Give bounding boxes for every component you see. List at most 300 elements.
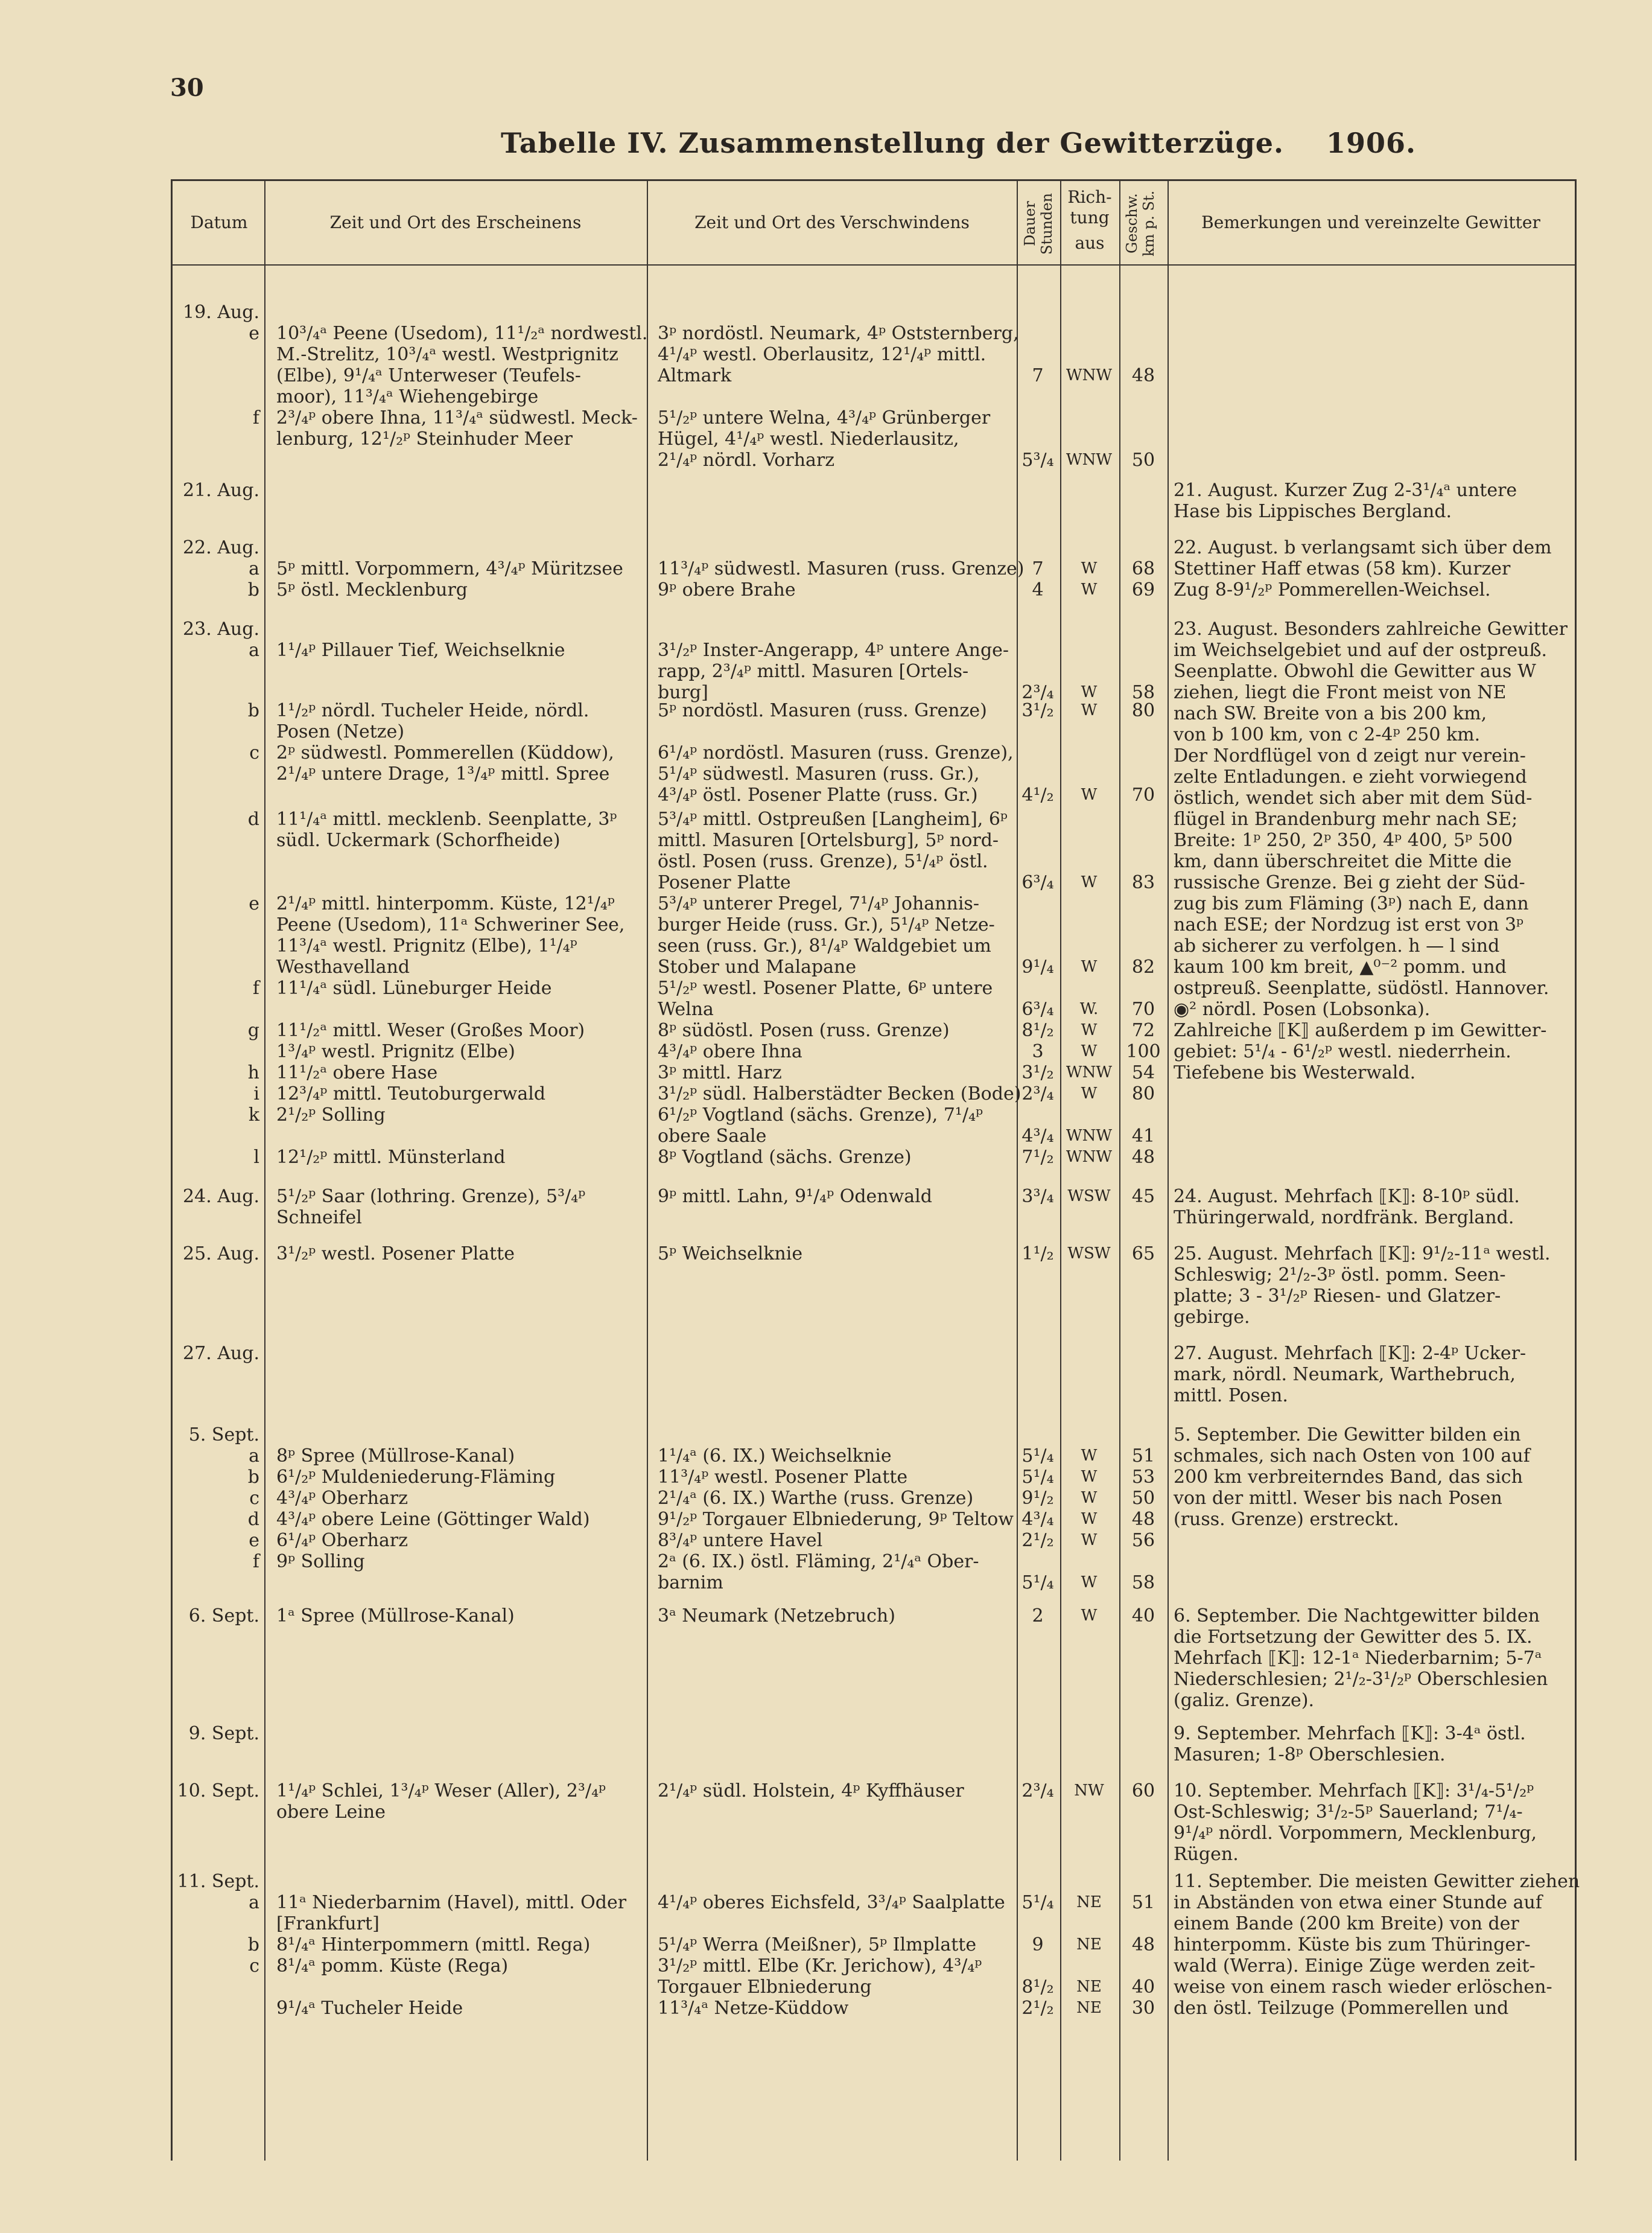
row-duration-line: 5³/₄	[1021, 450, 1054, 471]
row-remarks-line: 9¹/₄ᵖ nördl. Vorpommern, Mecklenburg,	[1174, 1823, 1537, 1844]
row-direction	[1065, 1998, 1113, 2019]
row-appearance	[276, 1509, 638, 1530]
row-duration	[1020, 785, 1056, 806]
row-speed	[1122, 450, 1164, 471]
row-direction-line: W	[1081, 1489, 1098, 1507]
row-disappearance-line: 2¹/₄ᵖ nördl. Vorharz	[658, 450, 835, 471]
row-disappearance	[658, 640, 1011, 703]
header-direction-line3: aus	[1075, 233, 1105, 253]
row-disappearance	[658, 1998, 1011, 2019]
row-date-line: d	[247, 809, 259, 830]
row-remarks-line: weise von einem rasch wieder erlöschen-	[1174, 1977, 1552, 1998]
row-direction-line: NE	[1076, 1935, 1102, 1954]
row-disappearance-line: 4³/₄ᵖ obere Ihna	[658, 1041, 802, 1062]
row-direction	[1065, 1467, 1113, 1488]
row-duration	[1020, 1605, 1056, 1626]
row-disappearance-line: 5ᵖ nordöstl. Masuren (russ. Grenze)	[658, 700, 987, 721]
row-appearance	[276, 1445, 638, 1467]
row-remarks-line: 11. September. Die meisten Gewitter ziehen	[1174, 1871, 1580, 1892]
row-date-line: c	[249, 742, 259, 763]
row-disappearance-line: Stober und Malapane	[658, 957, 857, 978]
title-year: 1906.	[1326, 127, 1417, 159]
row-appearance	[276, 700, 638, 742]
row-appearance-line: moor), 11³/₄ᵃ Wiehengebirge	[276, 386, 539, 407]
row-disappearance-line: 3¹/₂ᵖ mittl. Elbe (Kr. Jerichow), 4³/₄ᵖ	[658, 1955, 982, 1977]
row-direction-line: W	[1081, 701, 1098, 719]
row-direction-line: NE	[1076, 1978, 1102, 1996]
row-speed-line: 54	[1131, 1062, 1155, 1083]
row-appearance-line: 1¹/₂ᵖ nördl. Tucheler Heide, nördl.	[276, 700, 589, 721]
row-speed	[1122, 1467, 1164, 1488]
row-date-line: 19. Aug.	[183, 302, 259, 323]
row-remarks-line: östlich, wendet sich aber mit dem Süd-	[1174, 788, 1533, 809]
row-date	[175, 640, 259, 661]
row-remarks-line: mittl. Posen.	[1174, 1385, 1288, 1406]
row-speed	[1122, 579, 1164, 600]
row-date	[175, 809, 259, 830]
row-direction-line: W	[1081, 581, 1098, 599]
row-date	[175, 407, 259, 428]
row-disappearance-line: 2¹/₄ᵖ südl. Holstein, 4ᵖ Kyffhäuser	[658, 1780, 964, 1801]
row-disappearance	[658, 1530, 1011, 1551]
row-remarks-line: flügel in Brandenburg mehr nach SE;	[1174, 809, 1518, 830]
row-duration-line: 9¹/₂	[1021, 1488, 1054, 1509]
row-date-line: 10. Sept.	[177, 1780, 259, 1801]
row-duration	[1020, 999, 1056, 1020]
row-disappearance-line: Posener Platte	[658, 872, 791, 893]
row-date	[175, 480, 259, 501]
row-date-line: g	[247, 1020, 259, 1041]
row-appearance	[276, 1041, 638, 1062]
row-remarks	[1174, 1780, 1566, 1865]
row-disappearance-line: Altmark	[658, 365, 732, 386]
row-date	[175, 1488, 259, 1509]
row-remarks-line: Ost-Schleswig; 3¹/₂-5ᵖ Sauerland; 7¹/₄-	[1174, 1801, 1523, 1823]
row-speed-line: 69	[1131, 579, 1155, 600]
row-disappearance-line: 9¹/₂ᵖ Torgauer Elbniederung, 9ᵖ Teltow	[658, 1509, 1014, 1530]
row-remarks-line: hinterpomm. Küste bis zum Thüringer-	[1174, 1934, 1531, 1955]
row-speed-line: 56	[1131, 1530, 1155, 1551]
row-speed-line: 58	[1131, 682, 1155, 703]
row-direction	[1065, 1488, 1113, 1509]
row-direction-line: WNW	[1066, 366, 1113, 384]
row-date	[175, 1551, 259, 1572]
row-disappearance	[658, 1488, 1011, 1509]
row-date	[175, 1062, 259, 1083]
row-appearance	[276, 1083, 638, 1104]
row-speed	[1122, 1243, 1164, 1264]
row-disappearance-line: 3ᵃ Neumark (Netzebruch)	[658, 1605, 895, 1626]
row-remarks-line: nach SW. Breite von a bis 200 km,	[1174, 703, 1487, 724]
row-remarks-line: Niederschlesien; 2¹/₂-3¹/₂ᵖ Oberschlesien	[1174, 1669, 1548, 1690]
row-direction	[1065, 450, 1113, 471]
row-remarks-line: Masuren; 1-8ᵖ Oberschlesien.	[1174, 1744, 1446, 1765]
row-appearance	[276, 1892, 638, 1934]
row-disappearance	[658, 742, 1014, 806]
row-duration-line: 6³/₄	[1021, 999, 1054, 1020]
row-duration-line: 8¹/₂	[1021, 1977, 1054, 1998]
row-disappearance	[658, 1147, 1011, 1168]
row-disappearance	[658, 1243, 1011, 1264]
row-direction	[1065, 1186, 1113, 1207]
row-appearance-line: (Elbe), 9¹/₄ᵃ Unterweser (Teufels-	[276, 365, 581, 386]
row-date-line: h	[247, 1062, 259, 1083]
row-duration	[1020, 957, 1056, 978]
row-disappearance	[658, 1955, 1011, 1998]
row-duration-line: 2	[1032, 1605, 1044, 1626]
row-speed	[1122, 872, 1164, 893]
row-duration	[1020, 1780, 1056, 1801]
row-remarks	[1174, 1871, 1580, 2019]
row-duration-line: 9¹/₄	[1021, 957, 1054, 978]
column-rule	[1168, 181, 1169, 2161]
row-duration-line: 4³/₄	[1021, 1509, 1054, 1530]
row-date	[175, 1445, 259, 1467]
row-appearance	[276, 1530, 638, 1551]
row-disappearance-line: 4¹/₄ᵖ westl. Oberlausitz, 12¹/₄ᵖ mittl.	[658, 344, 986, 365]
row-date	[175, 1020, 259, 1041]
row-disappearance-line: östl. Posen (russ. Grenze), 5¹/₄ᵖ östl.	[658, 851, 988, 872]
row-speed	[1122, 1892, 1164, 1913]
row-disappearance	[658, 558, 1025, 579]
row-date-line: c	[249, 1955, 259, 1977]
row-disappearance-line: Torgauer Elbniederung	[658, 1977, 872, 1998]
row-direction-line: WSW	[1067, 1187, 1111, 1205]
row-date-line: b	[247, 579, 259, 600]
row-remarks-line: gebiet: 5¹/₄ - 6¹/₂ᵖ westl. niederrhein.	[1174, 1041, 1511, 1062]
header-rule	[171, 264, 1577, 266]
row-direction-line: WNW	[1066, 1127, 1113, 1145]
row-disappearance-line: 6¹/₄ᵖ nordöstl. Masuren (russ. Grenze),	[658, 742, 1014, 763]
row-duration	[1020, 1530, 1056, 1551]
row-duration-line: 7¹/₂	[1021, 1147, 1054, 1168]
row-date-line: 5. Sept.	[188, 1424, 259, 1445]
row-remarks-line: Zug 8-9¹/₂ᵖ Pommerellen-Weichsel.	[1174, 579, 1491, 600]
row-remarks-line: Seenplatte. Obwohl die Gewitter aus W	[1174, 661, 1536, 682]
row-appearance	[276, 407, 638, 450]
row-remarks	[1174, 1605, 1566, 1711]
row-disappearance-line: 3¹/₂ᵖ südl. Halberstädter Becken (Bode)	[658, 1083, 1021, 1104]
row-direction	[1065, 999, 1113, 1020]
row-date-line: e	[249, 893, 259, 914]
row-disappearance-line: rapp, 2³/₄ᵖ mittl. Masuren [Ortels-	[658, 661, 969, 682]
row-speed	[1122, 365, 1164, 386]
row-speed	[1122, 1509, 1164, 1530]
row-remarks-line: einem Bande (200 km Breite) von der	[1174, 1913, 1519, 1934]
row-duration-line: 3	[1032, 1041, 1044, 1062]
row-appearance-line: Schneifel	[276, 1207, 362, 1228]
title-text: Tabelle IV. Zusammenstellung der Gewitterzüge.	[501, 127, 1285, 159]
row-remarks-line: ◉² nördl. Posen (Lobsonka).	[1174, 999, 1431, 1020]
row-appearance-line: 4³/₄ᵖ Oberharz	[276, 1488, 408, 1509]
row-direction	[1065, 1934, 1113, 1955]
row-appearance-line: 3¹/₂ᵖ westl. Posener Platte	[276, 1243, 515, 1264]
row-speed	[1122, 1934, 1164, 1955]
row-date	[175, 1243, 259, 1264]
row-disappearance	[658, 1445, 1011, 1467]
row-disappearance	[658, 1083, 1021, 1104]
row-duration-line: 3¹/₂	[1021, 700, 1054, 721]
row-disappearance-line: 4¹/₄ᵖ oberes Eichsfeld, 3³/₄ᵖ Saalplatte	[658, 1892, 1005, 1913]
row-speed-line: 65	[1131, 1243, 1155, 1264]
row-remarks-line: ostpreuß. Seenplatte, südöstl. Hannover.	[1174, 978, 1549, 999]
row-disappearance-line: 2¹/₄ᵃ (6. IX.) Warthe (russ. Grenze)	[658, 1488, 974, 1509]
row-date	[175, 1723, 259, 1744]
row-remarks-line: von der mittl. Weser bis nach Posen	[1174, 1488, 1502, 1509]
row-appearance-line: 11¹/₂ᵃ mittl. Weser (Großes Moor)	[276, 1020, 585, 1041]
row-appearance-line: Posen (Netze)	[276, 721, 405, 742]
row-speed	[1122, 1572, 1164, 1593]
row-appearance-line: 11³/₄ᵃ westl. Prignitz (Elbe), 1¹/₄ᵖ	[276, 935, 577, 957]
row-speed-line: 40	[1131, 1977, 1155, 1998]
row-date	[175, 1104, 259, 1126]
row-remarks-line: (galiz. Grenze).	[1174, 1690, 1315, 1711]
row-disappearance-line: 3ᵖ mittl. Harz	[658, 1062, 782, 1083]
row-duration-line: 5¹/₄	[1021, 1467, 1054, 1488]
row-speed	[1122, 1780, 1164, 1801]
row-appearance-line: 5¹/₂ᵖ Saar (lothring. Grenze), 5³/₄ᵖ	[276, 1186, 586, 1207]
row-date-line: 22. Aug.	[183, 537, 259, 558]
row-remarks-line: Schleswig; 2¹/₂-3ᵖ östl. pomm. Seen-	[1174, 1264, 1506, 1285]
row-direction-line: WSW	[1067, 1244, 1111, 1263]
row-direction-line: W	[1081, 1021, 1098, 1039]
row-duration	[1020, 700, 1056, 721]
row-disappearance	[658, 1186, 1011, 1207]
row-duration	[1020, 1934, 1056, 1955]
row-date-line: 21. Aug.	[183, 480, 259, 501]
row-duration-line: 2¹/₂	[1021, 1530, 1054, 1551]
row-appearance-line: 1¹/₄ᵖ Schlei, 1³/₄ᵖ Weser (Aller), 2³/₄ᵖ	[276, 1780, 606, 1801]
row-duration	[1020, 1020, 1056, 1041]
row-disappearance-line: 8ᵖ Vogtland (sächs. Grenze)	[658, 1147, 912, 1168]
row-disappearance-line: 8³/₄ᵖ untere Havel	[658, 1530, 823, 1551]
row-speed-line: 48	[1131, 365, 1155, 386]
row-duration-line: 7	[1032, 365, 1044, 386]
row-appearance	[276, 1467, 638, 1488]
row-disappearance	[658, 893, 1011, 978]
row-direction	[1065, 579, 1113, 600]
row-date-line: l	[253, 1147, 259, 1168]
row-appearance-line: 11¹/₄ᵃ südl. Lüneburger Heide	[276, 978, 552, 999]
row-remarks-line: Breite: 1ᵖ 250, 2ᵖ 350, 4ᵖ 400, 5ᵖ 500	[1174, 830, 1513, 851]
row-appearance-line: Westhavelland	[276, 957, 410, 978]
row-disappearance-line: 5¹/₄ᵖ südwestl. Masuren (russ. Gr.),	[658, 763, 980, 785]
row-disappearance-line: Hügel, 4¹/₄ᵖ westl. Niederlausitz,	[658, 428, 959, 450]
row-remarks-line: 5. September. Die Gewitter bilden ein	[1174, 1424, 1521, 1445]
row-remarks-line: Hase bis Lippisches Bergland.	[1174, 501, 1452, 522]
row-remarks	[1174, 1186, 1566, 1228]
row-direction-line: W	[1081, 1447, 1098, 1465]
row-duration	[1020, 579, 1056, 600]
row-duration	[1020, 1488, 1056, 1509]
row-appearance	[276, 1243, 638, 1264]
row-disappearance	[658, 579, 1011, 600]
row-direction	[1065, 558, 1113, 579]
row-duration-line: 2³/₄	[1021, 1083, 1054, 1104]
row-remarks	[1174, 1343, 1566, 1406]
row-appearance	[276, 742, 638, 785]
row-remarks	[1174, 480, 1566, 522]
row-duration	[1020, 1243, 1056, 1264]
table-top-rule	[171, 179, 1577, 181]
row-date-line: 23. Aug.	[183, 619, 259, 640]
row-disappearance	[658, 978, 1011, 1020]
row-disappearance-line: 9ᵖ obere Brahe	[658, 579, 796, 600]
row-remarks	[1174, 537, 1566, 600]
row-direction	[1065, 1126, 1113, 1147]
row-date	[175, 1083, 259, 1104]
row-speed-line: 48	[1131, 1147, 1155, 1168]
row-date	[175, 978, 259, 999]
row-speed	[1122, 700, 1164, 721]
row-disappearance	[658, 1104, 1011, 1147]
row-speed-line: 40	[1131, 1605, 1155, 1626]
row-direction-line: W	[1081, 1607, 1098, 1625]
row-disappearance-line: seen (russ. Gr.), 8¹/₄ᵖ Waldgebiet um	[658, 935, 991, 957]
row-speed	[1122, 1020, 1164, 1041]
row-date-line: b	[247, 1934, 259, 1955]
row-disappearance-line: 8ᵖ südöstl. Posen (russ. Grenze)	[658, 1020, 950, 1041]
row-remarks-line: die Fortsetzung der Gewitter des 5. IX.	[1174, 1626, 1533, 1648]
row-appearance	[276, 1605, 638, 1626]
row-speed-line: 51	[1131, 1445, 1155, 1467]
row-speed	[1122, 1445, 1164, 1467]
row-appearance	[276, 1488, 638, 1509]
row-disappearance	[658, 1509, 1014, 1530]
column-rule	[647, 181, 648, 2161]
row-disappearance	[658, 1467, 1011, 1488]
row-date-line: e	[249, 323, 259, 344]
row-duration	[1020, 558, 1056, 579]
header-direction	[1061, 187, 1118, 253]
row-direction-line: NE	[1076, 1893, 1102, 1911]
row-date	[175, 1343, 259, 1364]
row-direction	[1065, 1147, 1113, 1168]
row-direction	[1065, 1020, 1113, 1041]
page-number: 30	[170, 74, 204, 102]
row-remarks-line: kaum 100 km breit, ▲⁰⁻² pomm. und	[1174, 957, 1507, 978]
row-disappearance-line: 9ᵖ mittl. Lahn, 9¹/₄ᵖ Odenwald	[658, 1186, 932, 1207]
row-duration	[1020, 1572, 1056, 1593]
row-duration	[1020, 1977, 1056, 1998]
row-appearance-line: 2ᵖ südwestl. Pommerellen (Küddow),	[276, 742, 614, 763]
row-appearance-line: Peene (Usedom), 11ᵃ Schweriner See,	[276, 914, 625, 935]
row-appearance	[276, 1020, 638, 1041]
row-date	[175, 893, 259, 914]
header-disappear: Zeit und Ort des Verschwindens	[694, 212, 970, 232]
row-disappearance	[658, 407, 1011, 471]
row-date	[175, 1530, 259, 1551]
row-date-line: 9. Sept.	[188, 1723, 259, 1744]
row-duration-line: 1¹/₂	[1021, 1243, 1054, 1264]
row-direction	[1065, 1780, 1113, 1801]
row-speed-line: 70	[1131, 999, 1155, 1020]
row-speed-line: 80	[1131, 1083, 1155, 1104]
row-appearance-line: 5ᵖ östl. Mecklenburg	[276, 579, 468, 600]
row-remarks-line: im Weichselgebiet und auf der ostpreuß.	[1174, 640, 1548, 661]
row-speed	[1122, 1530, 1164, 1551]
row-appearance-line: 1³/₄ᵖ westl. Prignitz (Elbe)	[276, 1041, 515, 1062]
row-speed	[1122, 1998, 1164, 2019]
row-duration	[1020, 1083, 1056, 1104]
row-duration	[1020, 1892, 1056, 1913]
row-disappearance-line: 11³/₄ᵖ südwestl. Masuren (russ. Grenze)	[658, 558, 1025, 579]
row-remarks-line: schmales, sich nach Osten von 100 auf	[1174, 1445, 1530, 1467]
row-direction	[1065, 365, 1113, 386]
row-duration-line: 5¹/₄	[1021, 1572, 1054, 1593]
row-direction	[1065, 1530, 1113, 1551]
row-disappearance-line: 2ᵃ (6. IX.) östl. Fläming, 2¹/₄ᵃ Ober-	[658, 1551, 979, 1572]
row-date	[175, 1605, 259, 1626]
row-duration-line: 8¹/₂	[1021, 1020, 1054, 1041]
row-appearance	[276, 1780, 638, 1823]
header-datum: Datum	[190, 212, 248, 232]
row-date-line: f	[252, 407, 259, 428]
row-date	[175, 619, 259, 640]
row-speed-line: 70	[1131, 785, 1155, 806]
row-duration-line: 4	[1032, 579, 1044, 600]
row-disappearance	[658, 1892, 1011, 1913]
row-direction-line: WNW	[1066, 1148, 1113, 1166]
row-remarks-line: russische Grenze. Bei g zieht der Süd-	[1174, 872, 1525, 893]
row-direction-line: NE	[1076, 1999, 1102, 2017]
row-duration	[1020, 1126, 1056, 1147]
row-remarks-line: Tiefebene bis Westerwald.	[1174, 1062, 1416, 1083]
column-rule	[264, 181, 265, 2161]
row-duration	[1020, 1467, 1056, 1488]
row-direction-line: W	[1081, 786, 1098, 804]
row-disappearance-line: 5³/₄ᵖ unterer Pregel, 7¹/₄ᵖ Johannis-	[658, 893, 979, 914]
row-duration-line: 3¹/₂	[1021, 1062, 1054, 1083]
row-disappearance	[658, 1062, 1011, 1083]
row-date-line: i	[253, 1083, 259, 1104]
row-direction-line: WNW	[1066, 1063, 1113, 1081]
row-disappearance-line: Welna	[658, 999, 714, 1020]
row-date	[175, 1892, 259, 1913]
row-appearance-line: 12³/₄ᵖ mittl. Teutoburgerwald	[276, 1083, 546, 1104]
row-disappearance-line: 5ᵖ Weichselknie	[658, 1243, 803, 1264]
row-speed-line: 82	[1131, 957, 1155, 978]
row-remarks-line: ziehen, liegt die Front meist von NE	[1174, 682, 1507, 703]
row-remarks	[1174, 1243, 1566, 1328]
row-duration-line: 2³/₄	[1021, 682, 1054, 703]
page-title	[501, 127, 1416, 159]
row-direction	[1065, 957, 1113, 978]
row-remarks	[1174, 1723, 1566, 1765]
row-speed	[1122, 1147, 1164, 1168]
row-remarks-line: 27. August. Mehrfach ⟦K⟧: 2-4ᵖ Ucker-	[1174, 1343, 1527, 1364]
row-appearance-line: 6¹/₂ᵖ Muldeniederung-Fläming	[276, 1467, 556, 1488]
row-appearance-line: 8ᵖ Spree (Müllrose-Kanal)	[276, 1445, 515, 1467]
row-speed	[1122, 1062, 1164, 1083]
row-direction	[1065, 1083, 1113, 1104]
row-disappearance	[658, 700, 1011, 721]
row-speed-line: 50	[1131, 1488, 1155, 1509]
row-appearance	[276, 1955, 638, 1977]
row-date	[175, 742, 259, 763]
row-direction-line: W	[1081, 1468, 1098, 1486]
row-remarks-line: 23. August. Besonders zahlreiche Gewitter	[1174, 619, 1568, 640]
row-appearance-line: 5ᵖ mittl. Vorpommern, 4³/₄ᵖ Müritzsee	[276, 558, 623, 579]
row-date	[175, 579, 259, 600]
row-direction-line: W	[1081, 1510, 1098, 1528]
row-date	[175, 558, 259, 579]
row-date	[175, 700, 259, 721]
row-direction-line: WNW	[1066, 451, 1113, 469]
row-disappearance-line: obere Saale	[658, 1126, 767, 1147]
row-duration	[1020, 1998, 1056, 2019]
row-speed-line: 58	[1131, 1572, 1155, 1593]
